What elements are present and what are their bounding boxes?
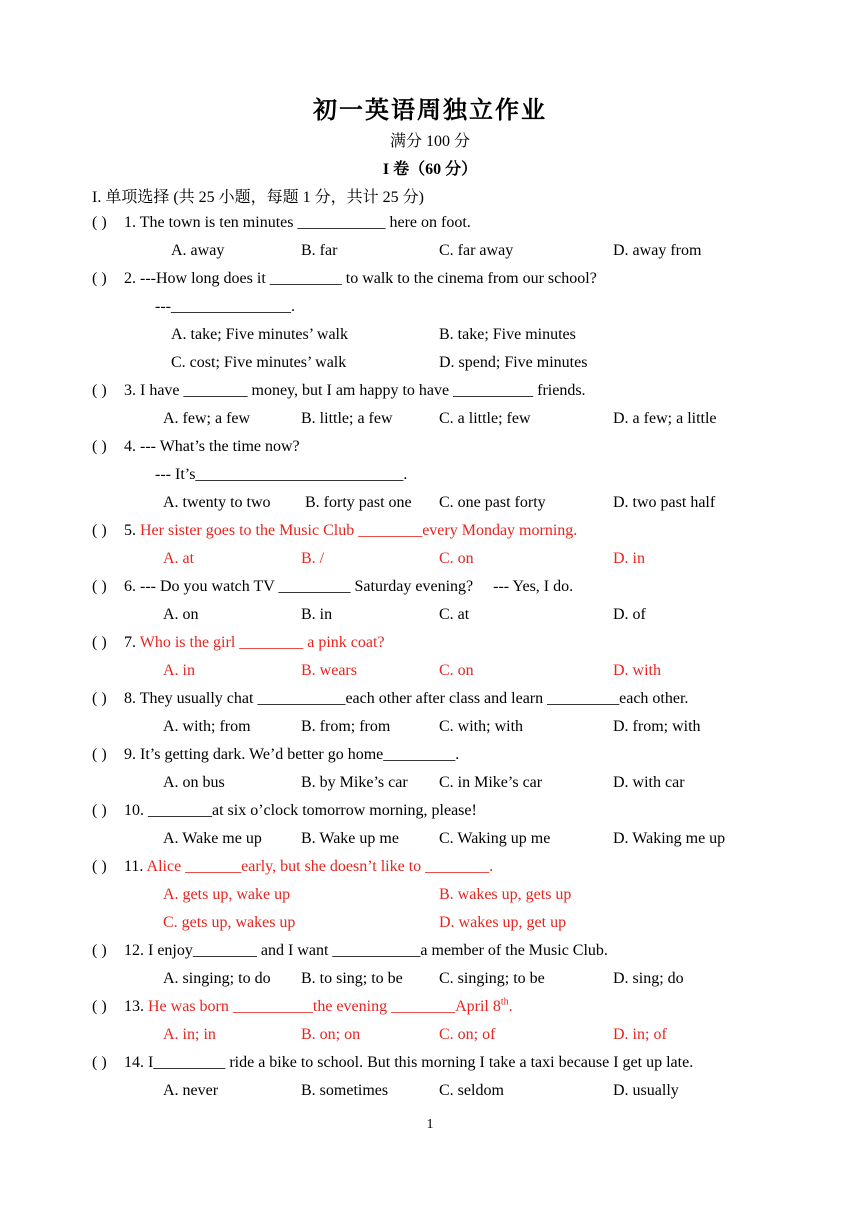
question-14: [0, 1051, 860, 1075]
question-1-options: [0, 239, 860, 263]
question-8-options: [0, 715, 860, 739]
option-d: D. two past half: [613, 494, 716, 511]
question-body: Alice _______early, but she doesn’t like to ________.: [146, 858, 494, 875]
question-number: 7.: [124, 634, 140, 651]
question-continuation: ---_______________.: [155, 298, 295, 315]
option-c: C. gets up, wakes up: [163, 914, 296, 931]
option-d: D. away from: [613, 242, 702, 259]
option-a: A. Wake me up: [163, 830, 262, 847]
option-d: D. spend; Five minutes: [439, 354, 588, 371]
option-c: C. Waking up me: [439, 830, 551, 847]
question-body: [148, 998, 513, 1015]
question-13-options: [0, 1023, 860, 1047]
answer-blank[interactable]: ( ): [92, 270, 107, 287]
option-c: C. cost; Five minutes’ walk: [171, 354, 347, 371]
option-c: C. a little; few: [439, 410, 531, 427]
page-title: 初一英语周独立作业: [313, 98, 547, 124]
option-d: D. from; with: [613, 718, 701, 735]
option-d: D. with: [613, 662, 661, 679]
answer-blank[interactable]: ( ): [92, 1054, 107, 1071]
question-2-options-row1: [0, 323, 860, 347]
option-a: A. singing; to do: [163, 970, 271, 987]
question-text: 2. ---How long does it _________ to walk to the cinema from our school?: [124, 270, 597, 287]
question-14-options: [0, 1079, 860, 1103]
question-7: [0, 631, 860, 655]
answer-blank[interactable]: ( ): [92, 382, 107, 399]
question-text: 6. --- Do you watch TV _________ Saturday evening? --- Yes, I do.: [124, 578, 574, 595]
page-number: 1: [426, 1117, 434, 1132]
option-a: A. at: [163, 550, 195, 567]
option-b: B. little; a few: [301, 410, 393, 427]
option-b: B. take; Five minutes: [439, 326, 576, 343]
question-11: [0, 855, 860, 879]
option-b: B. forty past one: [305, 494, 412, 511]
page-subtitle: 满分 100 分: [389, 133, 470, 150]
option-b: B. from; from: [301, 718, 391, 735]
question-3-options: [0, 407, 860, 431]
question-text: [124, 995, 513, 1019]
question-9: [0, 743, 860, 767]
option-d: D. in: [613, 550, 645, 567]
option-d: D. sing; do: [613, 970, 684, 987]
question-2: [0, 267, 860, 291]
option-b: B. far: [301, 242, 338, 259]
option-a: A. never: [163, 1082, 219, 1099]
question-text: 12. I enjoy________ and I want ___________a member of the Music Club.: [124, 942, 608, 959]
option-c: C. one past forty: [439, 494, 546, 511]
volume-heading: I 卷（60 分）: [382, 161, 478, 178]
question-13: [0, 995, 860, 1019]
option-b: B. to sing; to be: [301, 970, 403, 987]
option-a: A. take; Five minutes’ walk: [171, 326, 348, 343]
option-c: C. far away: [439, 242, 514, 259]
answer-blank[interactable]: ( ): [92, 690, 107, 707]
question-9-options: [0, 771, 860, 795]
question-text: [124, 631, 385, 655]
question-text: 4. --- What’s the time now?: [124, 438, 300, 455]
answer-blank[interactable]: ( ): [92, 634, 107, 651]
question-3: [0, 379, 860, 403]
option-b: B. wakes up, gets up: [439, 886, 572, 903]
question-end: .: [508, 998, 513, 1015]
option-d: D. usually: [613, 1082, 679, 1099]
question-6-options: [0, 603, 860, 627]
answer-blank[interactable]: ( ): [92, 746, 107, 763]
option-d: D. with car: [613, 774, 685, 791]
question-text: 8. They usually chat ___________each other after class and learn _________each other.: [124, 690, 689, 707]
option-b: B. by Mike’s car: [301, 774, 408, 791]
option-b: B. /: [301, 550, 325, 567]
option-b: B. in: [301, 606, 333, 623]
question-text: [124, 519, 577, 543]
option-a: A. in: [163, 662, 195, 679]
question-1: [0, 211, 860, 235]
question-body: Who is the girl ________ a pink coat?: [139, 634, 385, 651]
option-a: A. gets up, wake up: [163, 886, 291, 903]
question-7-options: [0, 659, 860, 683]
option-c: C. with; with: [439, 718, 524, 735]
question-text: [124, 855, 493, 879]
question-8: [0, 687, 860, 711]
question-text: 3. I have ________ money, but I am happy to have __________ friends.: [124, 382, 586, 399]
question-text: 1. The town is ten minutes ___________ here on foot.: [124, 214, 471, 231]
option-a: A. few; a few: [163, 410, 251, 427]
option-a: A. on: [163, 606, 199, 623]
option-d: D. in; of: [613, 1026, 667, 1043]
answer-blank[interactable]: ( ): [92, 998, 107, 1015]
question-text: 14. I_________ ride a bike to school. But this morning I take a taxi because I get up late.: [124, 1054, 694, 1071]
question-number: 11.: [124, 858, 147, 875]
question-number: 5.: [124, 522, 140, 539]
answer-blank[interactable]: ( ): [92, 942, 107, 959]
section-heading: I. 单项选择 (共 25 小题，每题 1 分，共计 25 分): [92, 189, 424, 206]
option-a: A. in; in: [163, 1026, 216, 1043]
option-c: C. singing; to be: [439, 970, 545, 987]
question-5-options: [0, 547, 860, 571]
question-2-continuation: [0, 295, 860, 319]
question-body-text: He was born __________the evening ________April 8: [148, 998, 501, 1015]
option-c: C. on; of: [439, 1026, 496, 1043]
answer-blank[interactable]: ( ): [92, 858, 107, 875]
question-11-options-row1: [0, 883, 860, 907]
option-c: C. on: [439, 550, 474, 567]
question-body: Her sister goes to the Music Club ________every Monday morning.: [140, 522, 578, 539]
question-12-options: [0, 967, 860, 991]
answer-blank[interactable]: ( ): [92, 802, 107, 819]
question-2-options-row2: [0, 351, 860, 375]
ordinal-suffix: th: [500, 996, 509, 1008]
question-11-options-row2: [0, 911, 860, 935]
question-5: [0, 519, 860, 543]
question-6: [0, 575, 860, 599]
option-c: C. at: [439, 606, 470, 623]
question-12: [0, 939, 860, 963]
option-d: D. wakes up, get up: [439, 914, 567, 931]
answer-blank[interactable]: ( ): [92, 578, 107, 595]
answer-blank[interactable]: ( ): [92, 214, 107, 231]
option-d: D. Waking me up: [613, 830, 726, 847]
option-b: B. sometimes: [301, 1082, 389, 1099]
question-text: 9. It’s getting dark. We’d better go home_________.: [124, 746, 460, 763]
option-b: B. Wake up me: [301, 830, 399, 847]
question-text: 10. ________at six o’clock tomorrow morning, please!: [124, 802, 477, 819]
option-b: B. wears: [301, 662, 357, 679]
option-b: B. on; on: [301, 1026, 361, 1043]
option-c: C. on: [439, 662, 474, 679]
question-10: [0, 799, 860, 823]
question-4: [0, 435, 860, 459]
option-d: D. a few; a little: [613, 410, 717, 427]
answer-blank[interactable]: ( ): [92, 522, 107, 539]
option-d: D. of: [613, 606, 646, 623]
question-continuation: --- It’s__________________________.: [155, 466, 408, 483]
option-c: C. in Mike’s car: [439, 774, 543, 791]
question-4-options: [0, 491, 860, 515]
option-a: A. with; from: [163, 718, 251, 735]
option-c: C. seldom: [439, 1082, 504, 1099]
option-a: A. away: [171, 242, 225, 259]
option-a: A. on bus: [163, 774, 225, 791]
question-10-options: [0, 827, 860, 851]
option-a: A. twenty to two: [163, 494, 271, 511]
question-number: 13.: [124, 998, 148, 1015]
answer-blank[interactable]: ( ): [92, 438, 107, 455]
question-4-continuation: [0, 463, 860, 487]
